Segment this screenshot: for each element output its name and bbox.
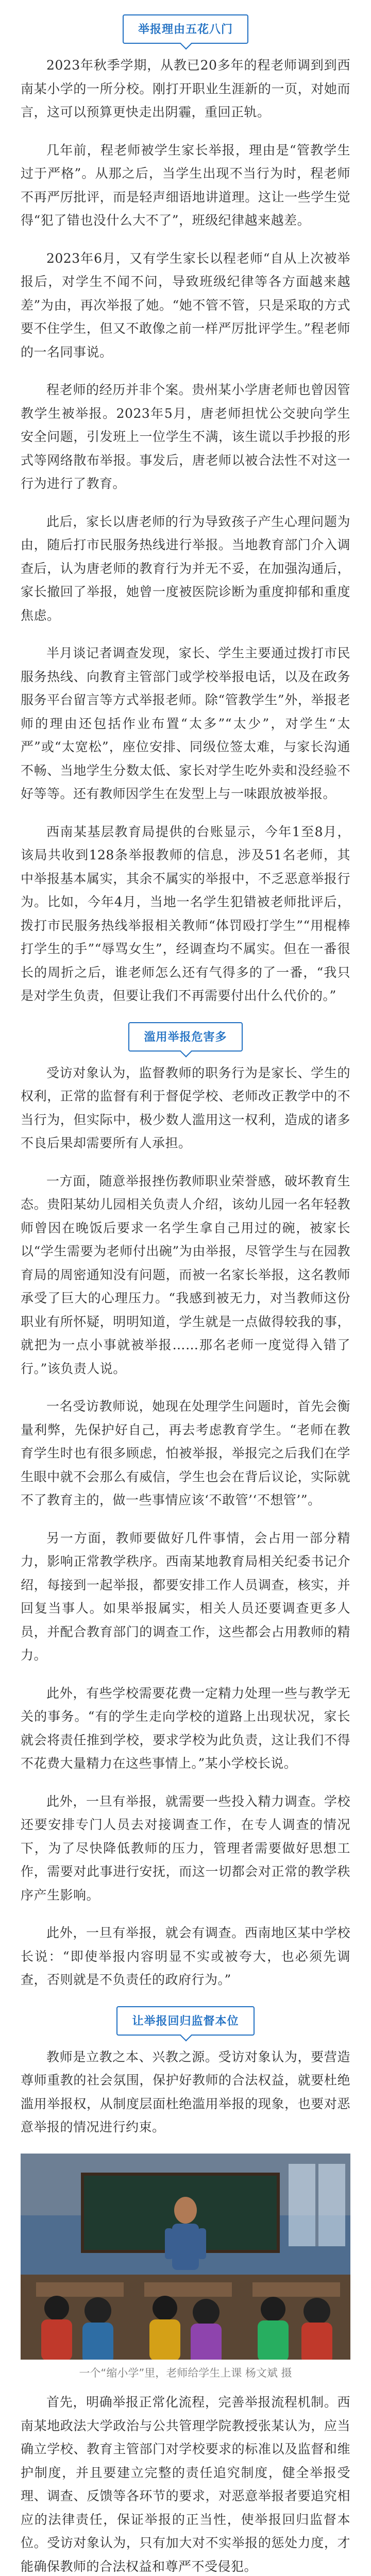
paragraph: 西南某基层教育局提供的台账显示，今年1至8月，该局共收到128条举报教师的信息，涉及51名老师，其中举报基本属实，其余不属实的举报中，不乏恶意举报行为。比如，今年4月，当地一名学生犯错被老师批评后，拨打市民服务热线举报相关教师“体罚殴打学生”“用棍棒打学生的手”“辱骂女生”，经调查均不属实。但在一番很长的周折之后，谁老师怎么还有气得多的了一番，“我只是对学生负责，但要让我们不再需要付出什么代价的。”	[21, 824, 350, 1003]
paragraph: 几年前，程老师被学生家长举报，理由是“管教学生过于严格”。从那之后，当学生出现不当行为时，程老师不再严厉批评，而是轻声细语地讲道理。这让一些学生觉得“犯了错也没什么大不了”，班级纪律越来越差。	[21, 142, 350, 228]
paragraph: 首先，明确举报正常化流程，完善举报流程机制。西南某地政法大学政治与公共管理学院教授张某认为，应当确立学校、教育主管部门对学校要求的标准以及监督和维护制度，并且要建立完整的责任追究制度，健全举报受理、调查、反馈等各环节的要求，对恶意举报者要追究相应的法律责任，保证举报的正当性，使举报回归监督本位。受访对象认为，只有加大对不实举报的惩处力度，才能确保教师的合法权益和尊严不受侵犯。	[21, 2395, 350, 2574]
figure-caption: 一个“缩小学”里，老师给学生上课 杨文斌 摄	[79, 2366, 292, 2379]
section-header-2	[21, 1022, 350, 1061]
paragraph: 此外，有些学校需要花费一定精力处理一些与教学无关的事务。“有的学生走向学校的道路上出现状况，家长就会将责任推到学校，要求学校为此负责，这让我们不得不花费大量精力在这些事情上。”某小学校长说。	[21, 1685, 350, 1771]
section-body-2	[21, 1061, 350, 1992]
section-body-3	[21, 2045, 350, 2576]
section-title-3: 让举报回归监督本位	[116, 2006, 254, 2036]
paragraph: 一名受访教师说，她现在处理学生问题时，首先会衡量利弊，先保护好自己，再去考虑教育学生。“老师在教育学生时也有很多顾虑，怕被举报，举报完之后我们在学生眼中就不会那么有威信，学生也会在背后议论，实际就不了教育主的，做一些事情应该‘不敢管’‘不想管’”。	[21, 1399, 350, 1507]
section-body-1	[21, 54, 350, 1008]
paragraph: 另一方面，教师要做好几件事情，会占用一部分精力，影响正常教学秩序。西南某地教育局相关纪委书记介绍，每接到一起举报，都要安排工作人员调查，核实，并回复当事人。如果举报属实，相关人员还要调查更多人员，并配合教育部门的调查工作，这些都会占用教师的精力。	[21, 1530, 350, 1663]
classroom-illustration	[21, 2154, 350, 2360]
classroom-figure	[21, 2154, 350, 2382]
paragraph: 程老师的经历并非个案。贵州某小学唐老师也曾因管教学生被举报。2023年5月，唐老师担忧公交驶向学生安全问题，引发班上一位学生不满，该生谎以手抄报的形式等网络散布举报。事发后，唐老师以被合法性不对这一行为进行了教育。	[21, 382, 350, 491]
paragraph: 一方面，随意举报挫伤教师职业荣誉感，破坏教育生态。贵阳某幼儿园相关负责人介绍，该幼儿园一名年轻教师曾因在晚饭后要求一名学生拿自己用过的碗，被家长以“学生需要为老师付出碗”为由举报，尽管学生与在园教育局的周密通知没有问题，而被一名家长举报，这名教师承受了巨大的心理压力。“我感到被无力，对当教师这份职业有所怀疑，明明知道，学生就是一点做得较我的事，就把为一点小事就被举报……那名老师一度觉得入错了行。”该负责人说。	[21, 1173, 350, 1376]
paragraph: 教师是立教之本、兴教之源。受访对象认为，要营造尊师重教的社会氛围，保护好教师的合法权益，就要杜绝滥用举报权，从制度层面杜绝滥用举报的现象，也要对恶意举报的情况进行约束。	[21, 2049, 350, 2134]
paragraph: 受访对象认为，监督教师的职务行为是家长、学生的权利，正常的监督有利于督促学校、老师改正教学中的不当行为，但实际中，极少数人滥用这一权利，造成的诸多不良后果却需要所有人承担。	[21, 1065, 350, 1150]
section-header-3	[21, 2006, 350, 2045]
paragraph: 此外，一旦有举报，就会有调查。西南地区某中学校长说：“即使举报内容明显不实或被夸大，也必须先调查，否则就是不负责任的政府行为。”	[21, 1925, 350, 1987]
paragraph: 此后，家长以唐老师的行为导致孩子产生心理问题为由，随后打市民服务热线进行举报。当地教育部门介入调查后，认为唐老师的教育行为并无不妥，在加强沟通后，家长撤回了举报，她曾一度被医院诊断为重度抑郁和重度焦虑。	[21, 514, 350, 623]
classroom-photo	[21, 2154, 350, 2360]
paragraph: 半月谈记者调查发现，家长、学生主要通过拨打市民服务热线、向教育主管部门或学校举报电话，以及在政务服务平台留言等方式举报老师。除“管教学生”外，举报老师的理由还包括作业布置“太多”“太少”，对学生“太严”或“太宽松”，座位安排、同级位签太难，与家长沟通不畅、当地学生分数太低、家长对学生吃外卖和没经验不好等等。还有教师因学生在发型上与一味跟放被举报。	[21, 646, 350, 801]
section-header-1	[21, 14, 350, 54]
paragraph: 2023年6月，又有学生家长以程老师“自从上次被举报后，对学生不闻不问，导致班级纪律等各方面越来越差”为由，再次举报了她。“她不管不管，只是采取的方式要不住学生，但又不敢像之前一样严厉批评学生。”程老师的一名同事说。	[21, 250, 350, 360]
section-title-1: 举报理由五花八门	[123, 14, 248, 44]
paragraph: 2023年秋季学期，从教已20多年的程老师调到到西南某小学的一所分校。刚打开职业生涯新的一页，对她而言，这可以预算更快走出阴霾，重回正轨。	[21, 58, 350, 120]
paragraph: 此外，一旦有举报，就需要一些投入精力调查。学校还要安排专门人员去对接调查工作，在专人调查的情况下，为了尽快降低教师的压力，管理者需要做好思想工作，需要对此事进行安抚，而这一切都会对正常的教学秩序产生影响。	[21, 1793, 350, 1903]
section-title-2: 滥用举报危害多	[128, 1022, 242, 1052]
